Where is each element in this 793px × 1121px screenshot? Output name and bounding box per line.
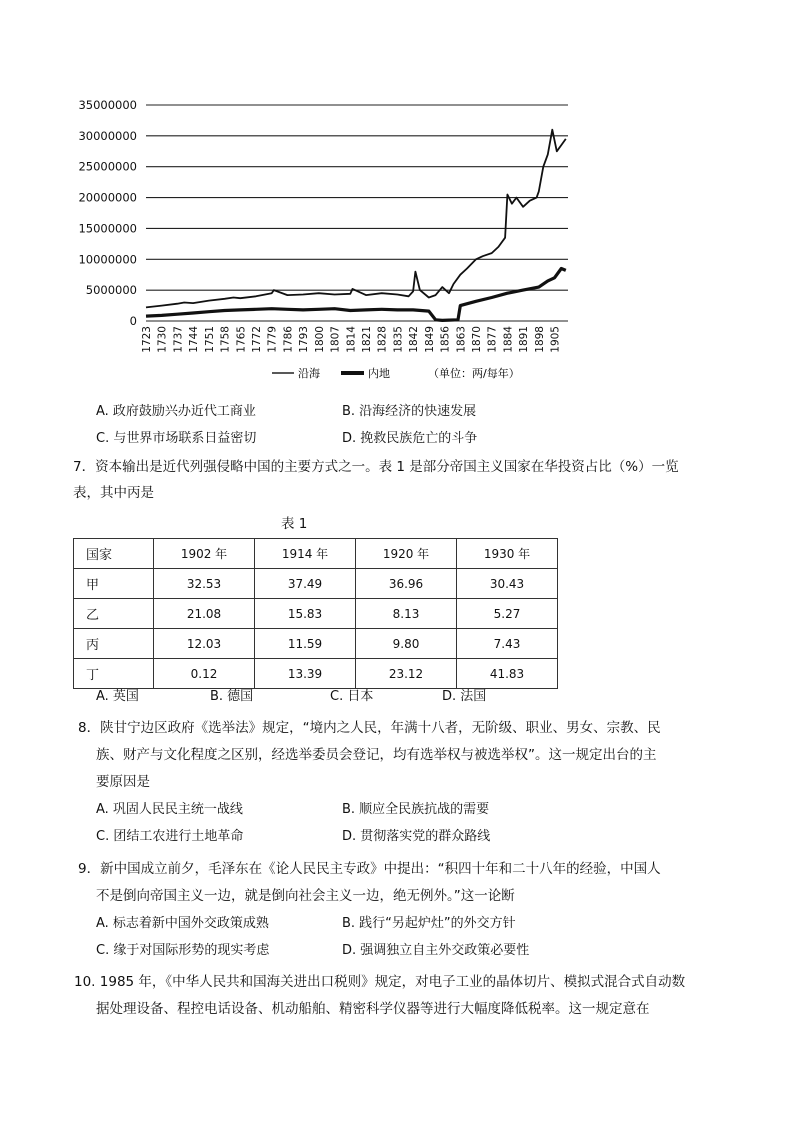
- q9-stem-line2: 不是倒向帝国主义一边，就是倒向社会主义一边，绝无例外。”这一论断: [96, 888, 515, 904]
- x-tick-label: 1765: [235, 326, 248, 353]
- x-tick-label: 1828: [376, 326, 389, 353]
- q9-stem-line1: 9．新中国成立前夕，毛泽东在《论人民民主专政》中提出：“积四十年和二十八年的经验，中国人: [78, 861, 661, 877]
- q8-option-a: A. 巩固人民民主统一战线: [96, 802, 243, 817]
- table-cell: 5.27: [457, 599, 558, 629]
- table-caption: 表 1: [281, 516, 308, 532]
- table-cell: 32.53: [154, 569, 255, 599]
- x-tick-label: 1891: [518, 326, 531, 353]
- x-tick-label: 1737: [172, 326, 185, 353]
- q8-option-d: D. 贯彻落实党的群众路线: [342, 829, 491, 844]
- table-cell: 30.43: [457, 569, 558, 599]
- x-tick-label: 1730: [156, 326, 169, 353]
- legend-coastal: 沿海: [298, 367, 320, 380]
- table-cell: 丙: [74, 629, 154, 659]
- table-header-cell: 1914 年: [255, 539, 356, 569]
- series-line-coastal: [146, 130, 566, 308]
- table-cell: 丁: [74, 659, 154, 689]
- x-tick-label: 1744: [188, 326, 201, 353]
- y-tick-label: 20000000: [78, 190, 137, 205]
- chart-series: [146, 130, 566, 321]
- q7-option-c: C. 日本: [330, 689, 374, 704]
- table-row: [74, 659, 558, 689]
- y-tick-label: 5000000: [85, 283, 137, 298]
- q6-option-c: C. 与世界市场联系日益密切: [96, 431, 257, 446]
- q8-option-b: B. 顺应全民族抗战的需要: [342, 802, 490, 817]
- y-tick-label: 35000000: [78, 98, 137, 112]
- q6-option-a: A. 政府鼓励兴办近代工商业: [96, 404, 256, 419]
- table-header-cell: 1930 年: [457, 539, 558, 569]
- x-axis-ticks: [141, 326, 562, 353]
- table-cell: 21.08: [154, 599, 255, 629]
- x-tick-label: 1842: [408, 326, 421, 353]
- x-tick-label: 1814: [345, 326, 358, 353]
- x-tick-label: 1856: [439, 326, 452, 353]
- table-cell: 8.13: [356, 599, 457, 629]
- q8-option-c: C. 团结工农进行土地革命: [96, 829, 244, 844]
- y-tick-label: 0: [129, 314, 137, 328]
- y-tick-label: 15000000: [78, 221, 137, 236]
- x-tick-label: 1863: [455, 326, 468, 353]
- y-axis-ticks: [78, 98, 137, 328]
- x-tick-label: 1877: [486, 326, 499, 353]
- x-tick-label: 1821: [360, 326, 373, 353]
- table-cell: 9.80: [356, 629, 457, 659]
- table-row: [74, 629, 558, 659]
- table-cell: 甲: [74, 569, 154, 599]
- table-cell: 36.96: [356, 569, 457, 599]
- q8-stem-line1: 8．陕甘宁边区政府《选举法》规定，“境内之人民，年满十八者，无阶级、职业、男女、宗教、民: [78, 720, 661, 736]
- table-header-cell: 国家: [74, 539, 154, 569]
- q10-stem-line1: 10. 1985 年，《中华人民共和国海关进出口税则》规定，对电子工业的晶体切片、模拟式混合式自动数: [74, 974, 686, 990]
- x-tick-label: 1786: [282, 326, 295, 353]
- y-tick-label: 30000000: [78, 128, 137, 143]
- x-tick-label: 1758: [219, 326, 232, 353]
- q9-option-d: D. 强调独立自主外交政策必要性: [342, 943, 530, 958]
- x-tick-label: 1870: [470, 326, 483, 353]
- x-tick-label: 1779: [266, 326, 279, 353]
- table-row: [74, 569, 558, 599]
- q7-option-d: D. 法国: [442, 689, 487, 704]
- table-header-cell: 1902 年: [154, 539, 255, 569]
- table-cell: 乙: [74, 599, 154, 629]
- legend-inland: 内地: [368, 367, 390, 380]
- x-tick-label: 1905: [549, 326, 562, 353]
- q7-option-a: A. 英国: [96, 689, 139, 704]
- table-cell: 7.43: [457, 629, 558, 659]
- chart-gridlines: [146, 105, 568, 321]
- table-row: [74, 599, 558, 629]
- x-tick-label: 1751: [203, 326, 216, 353]
- q8-stem-line2: 族、财产与文化程度之区别，经选举委员会登记，均有选举权与被选举权”。这一规定出台的主: [96, 747, 657, 763]
- table-cell: 0.12: [154, 659, 255, 689]
- investment-table: [73, 538, 558, 689]
- x-tick-label: 1772: [250, 326, 263, 353]
- q7-option-b: B. 德国: [210, 689, 254, 704]
- x-tick-label: 1898: [533, 326, 546, 353]
- table-cell: 23.12: [356, 659, 457, 689]
- chart-legend: [272, 366, 520, 380]
- x-tick-label: 1723: [141, 326, 153, 353]
- x-tick-label: 1807: [329, 326, 342, 353]
- x-tick-label: 1849: [423, 326, 436, 353]
- x-tick-label: 1793: [298, 326, 311, 353]
- x-tick-label: 1800: [313, 326, 326, 353]
- table-cell: 41.83: [457, 659, 558, 689]
- table-cell: 13.39: [255, 659, 356, 689]
- q7-stem-line1: 7．资本输出是近代列强侵略中国的主要方式之一。表 1 是部分帝国主义国家在华投资占比（%）一览: [73, 459, 679, 475]
- table-cell: 37.49: [255, 569, 356, 599]
- q9-option-b: B. 践行“另起炉灶”的外交方针: [342, 916, 516, 931]
- table-header-cell: 1920 年: [356, 539, 457, 569]
- q6-option-b: B. 沿海经济的快速发展: [342, 404, 477, 419]
- y-tick-label: 25000000: [78, 159, 137, 174]
- q8-stem-line3: 要原因是: [96, 774, 150, 790]
- q9-option-c: C. 缘于对国际形势的现实考虑: [96, 943, 270, 958]
- table-cell: 11.59: [255, 629, 356, 659]
- table-cell: 12.03: [154, 629, 255, 659]
- x-tick-label: 1884: [502, 326, 515, 353]
- q6-option-d: D. 挽救民族危亡的斗争: [342, 431, 478, 446]
- table-cell: 15.83: [255, 599, 356, 629]
- series-line-inland: [146, 269, 566, 321]
- y-tick-label: 10000000: [78, 252, 137, 267]
- legend-unit: （单位：两/每年）: [428, 367, 520, 380]
- q9-option-a: A. 标志着新中国外交政策成熟: [96, 916, 269, 931]
- trade-line-chart: [0, 0, 793, 400]
- x-tick-label: 1835: [392, 326, 405, 353]
- table-header-row: [74, 539, 558, 569]
- q10-stem-line2: 据处理设备、程控电话设备、机动船舶、精密科学仪器等进行大幅度降低税率。这一规定意在: [96, 1001, 650, 1017]
- q7-stem-line2: 表，其中丙是: [73, 485, 154, 501]
